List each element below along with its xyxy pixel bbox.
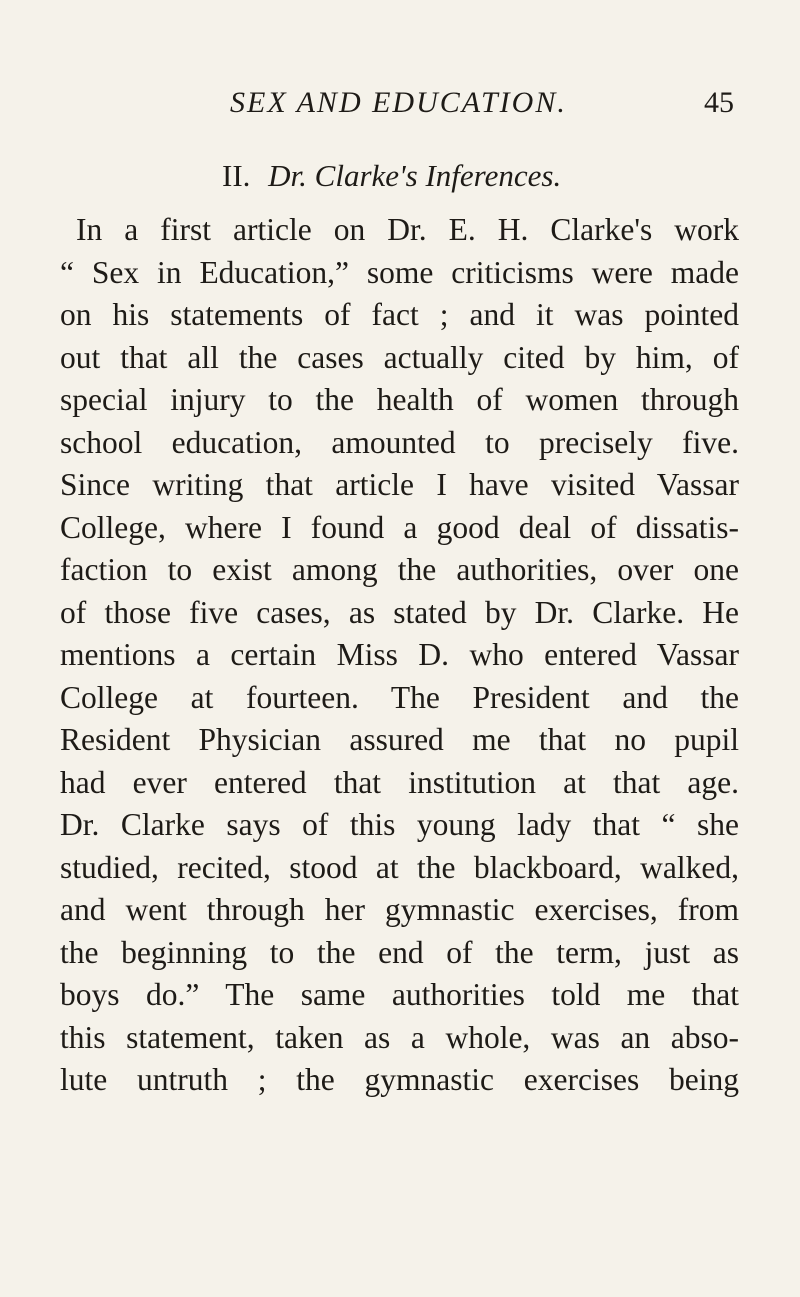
text-line: on his statements of fact ; and it was pointed <box>60 297 739 332</box>
running-head <box>0 86 800 126</box>
page-number: 45 <box>704 86 734 119</box>
text-line: mentions a certain Miss D. who entered Vassar <box>60 637 739 672</box>
text-line: Resident Physician assured me that no pupil <box>60 722 739 757</box>
text-line: In a first article on Dr. E. H. Clarke's work <box>76 212 739 247</box>
text-line: “ Sex in Education,” some criticisms were made <box>60 254 739 290</box>
section-heading <box>222 158 561 194</box>
text-line: faction to exist among the authorities, over one <box>60 552 739 587</box>
text-line: of those five cases, as stated by Dr. Clarke. He <box>60 594 739 630</box>
text-line: College at fourteen. The President and the <box>60 679 739 715</box>
text-line: College, where I found a good deal of dissatis- <box>60 509 739 545</box>
text-line: lute untruth ; the gymnastic exercises being <box>60 1062 739 1097</box>
text-line: had ever entered that institution at that age. <box>60 764 739 800</box>
running-head-title: SEX AND EDUCATION. <box>230 86 567 119</box>
text-line: school education, amounted to precisely five. <box>60 424 739 460</box>
section-title: Dr. Clarke's Inferences. <box>268 158 562 193</box>
text-line: Since writing that article I have visited Vassar <box>60 467 739 502</box>
text-line: out that all the cases actually cited by him, of <box>60 339 739 375</box>
text-line: this statement, taken as a whole, was an abso- <box>60 1019 739 1055</box>
text-line: special injury to the health of women through <box>60 382 739 417</box>
text-line: boys do.” The same authorities told me that <box>60 977 739 1012</box>
body-text <box>60 209 739 1102</box>
text-line: studied, recited, stood at the blackboard, walked, <box>60 849 739 885</box>
text-line: the beginning to the end of the term, just as <box>60 934 739 970</box>
text-line: Dr. Clarke says of this young lady that “ she <box>60 807 739 842</box>
text-line: and went through her gymnastic exercises, from <box>60 892 739 927</box>
section-numeral: II. <box>222 158 251 193</box>
